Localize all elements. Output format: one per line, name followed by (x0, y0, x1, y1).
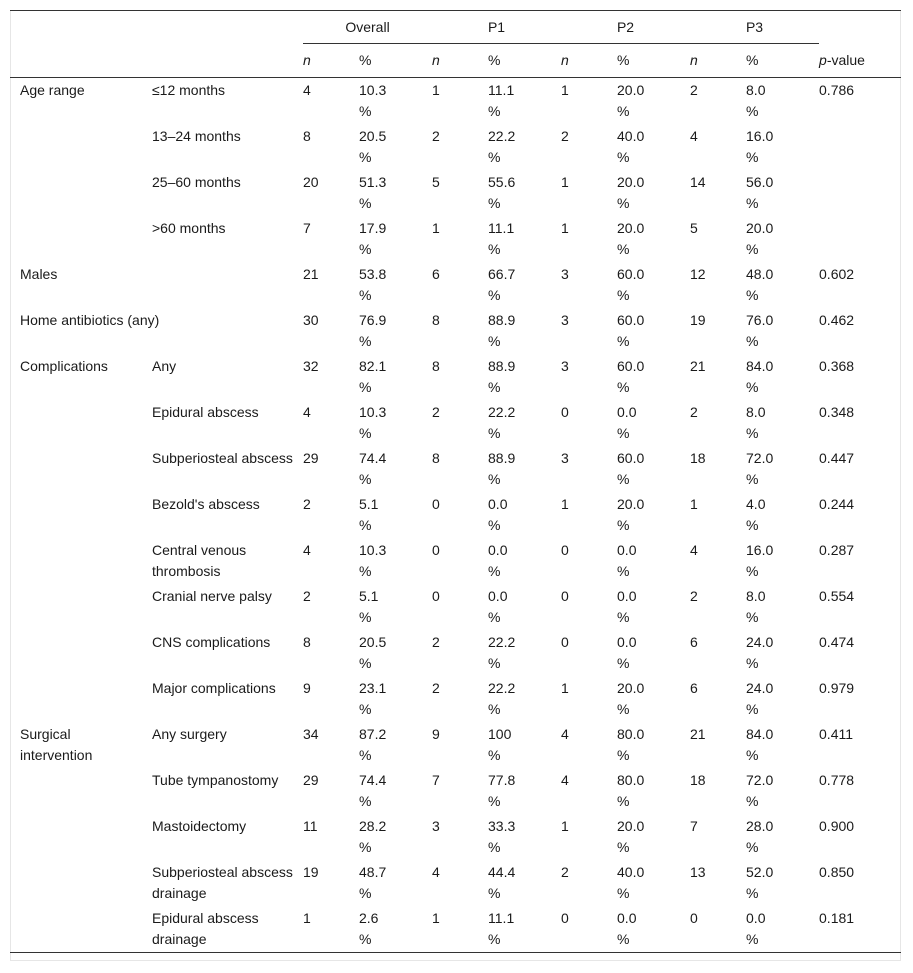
cell-count: 13 (690, 864, 706, 880)
header-n: n (303, 52, 311, 68)
cell-percent: 82.1 % (359, 358, 387, 395)
row-category (10, 400, 152, 446)
cell-count: 20 (303, 174, 319, 190)
cell-p-value: 0.602 (819, 266, 855, 282)
cell-percent: 28.2 % (359, 818, 387, 855)
table-row (10, 78, 901, 125)
header-blank (819, 11, 901, 44)
row-subcategory: >60 months (152, 220, 226, 236)
cell-percent: 24.0 % (746, 680, 774, 717)
cell-percent: 20.0 % (617, 78, 690, 125)
cell-p-value: 0.411 (819, 726, 854, 742)
row-subcategory: Central venous thrombosis (152, 542, 247, 579)
row-category: Complications (20, 358, 108, 374)
row-category (10, 676, 152, 722)
cell-p-value: 0.348 (819, 404, 855, 420)
cell-percent: 72.0 % (746, 772, 774, 809)
cell-count: 0 (690, 906, 746, 953)
cell-percent: 80.0 % (617, 726, 645, 763)
cell-count: 18 (690, 450, 706, 466)
cell-count: 2 (690, 588, 698, 604)
cell-count: 21 (690, 358, 706, 374)
cell-p-value (819, 124, 901, 170)
table-row (10, 400, 901, 446)
table-row (10, 216, 901, 262)
cell-p-value: 0.287 (819, 542, 855, 558)
row-subcategory: Any (152, 358, 177, 374)
cell-percent: 48.7 % (359, 864, 387, 901)
row-subcategory: 25–60 months (152, 174, 241, 190)
cell-percent: 24.0 % (746, 634, 774, 671)
cell-percent: 88.9 % (488, 450, 516, 487)
cell-count: 2 (690, 78, 746, 125)
row-subcategory: Any surgery (152, 726, 227, 742)
table-row (10, 584, 901, 630)
cell-p-value: 0.244 (819, 496, 855, 512)
cell-count: 8 (432, 312, 440, 328)
cell-count: 4 (690, 128, 698, 144)
cell-percent: 28.0 % (746, 818, 774, 855)
cell-percent: 88.9 % (488, 358, 516, 395)
table-body (10, 78, 901, 953)
cell-count: 3 (561, 266, 569, 282)
cell-count: 6 (690, 634, 698, 650)
cell-percent: 77.8 % (488, 772, 516, 809)
cell-percent: 33.3 % (488, 818, 516, 855)
cell-count: 1 (303, 906, 359, 953)
cell-percent: 100 % (488, 726, 512, 763)
cell-percent: 51.3 % (359, 174, 387, 211)
cell-p-value: 0.786 (819, 78, 901, 125)
cell-count: 4 (303, 78, 359, 125)
row-category (10, 768, 152, 814)
table-row (10, 814, 901, 860)
row-category: Age range (10, 78, 152, 125)
results-table (10, 10, 901, 953)
header-pct: % (746, 52, 759, 68)
cell-percent: 20.5 % (359, 634, 387, 671)
cell-count: 14 (690, 174, 706, 190)
row-category: Surgical intervention (20, 726, 93, 763)
row-subcategory: Cranial nerve palsy (152, 588, 272, 604)
cell-count: 4 (690, 542, 698, 558)
cell-percent: 76.9 % (359, 312, 387, 349)
cell-percent: 16.0 % (746, 128, 774, 165)
cell-percent: 2.6 % (359, 906, 432, 953)
row-subcategory: Subperiosteal abscess drainage (152, 864, 293, 901)
header-n: n (432, 52, 440, 68)
row-subcategory: Bezold's abscess (152, 496, 260, 512)
cell-percent: 84.0 % (746, 358, 774, 395)
cell-count: 2 (432, 404, 440, 420)
cell-count: 30 (303, 312, 319, 328)
cell-percent: 87.2 % (359, 726, 387, 763)
row-category (10, 814, 152, 860)
cell-count: 0 (561, 404, 569, 420)
cell-count: 2 (303, 496, 311, 512)
cell-percent: 88.9 % (488, 312, 516, 349)
header-p-rest: -value (826, 51, 865, 68)
cell-p-value: 0.979 (819, 680, 855, 696)
cell-percent: 22.2 % (488, 404, 516, 441)
cell-percent: 44.4 % (488, 864, 516, 901)
cell-p-value: 0.900 (819, 818, 855, 834)
cell-count: 19 (690, 312, 706, 328)
header-pct: % (488, 52, 501, 68)
header-group-overall: Overall (303, 11, 432, 44)
header-pct: % (359, 52, 372, 68)
table-row (10, 124, 901, 170)
cell-percent: 20.5 % (359, 128, 387, 165)
row-category (10, 492, 152, 538)
cell-p-value: 0.850 (819, 864, 855, 880)
cell-count: 4 (303, 542, 311, 558)
cell-count: 0 (432, 496, 440, 512)
row-subcategory: Epidural abscess (152, 404, 259, 420)
cell-percent: 5.1 % (359, 496, 379, 533)
table-row (10, 860, 901, 906)
cell-count: 2 (561, 128, 569, 144)
cell-count: 4 (561, 772, 569, 788)
row-category (10, 446, 152, 492)
row-subcategory: Major complications (152, 680, 276, 696)
cell-percent: 22.2 % (488, 128, 516, 165)
cell-count: 21 (690, 726, 706, 742)
cell-count: 18 (690, 772, 706, 788)
cell-count: 2 (690, 404, 698, 420)
row-subcategory: Epidural abscess drainage (152, 906, 303, 953)
cell-count: 34 (303, 726, 319, 742)
cell-percent: 0.0 % (617, 542, 637, 579)
cell-count: 29 (303, 772, 319, 788)
cell-percent: 0.0 % (617, 588, 637, 625)
table-row (10, 262, 901, 308)
cell-p-value: 0.778 (819, 772, 855, 788)
table-row (10, 768, 901, 814)
cell-p-value (819, 216, 901, 262)
row-category: Home antibiotics (any) (20, 312, 160, 328)
cell-p-value: 0.447 (819, 450, 855, 466)
cell-percent: 20.0 % (617, 818, 645, 855)
cell-count: 8 (303, 128, 311, 144)
cell-percent: 20.0 % (617, 220, 645, 257)
cell-percent: 20.0 % (746, 220, 774, 257)
cell-percent: 0.0 % (617, 906, 690, 953)
cell-count: 0 (432, 542, 440, 558)
cell-count: 9 (432, 726, 440, 742)
header-group-p1: P1 (432, 11, 561, 44)
row-category (10, 538, 152, 584)
cell-percent: 55.6 % (488, 174, 516, 211)
cell-count: 0 (561, 906, 617, 953)
cell-percent: 48.0 % (746, 266, 774, 303)
cell-count: 1 (432, 906, 488, 953)
table-row (10, 308, 901, 354)
row-subcategory: ≤12 months (152, 78, 303, 125)
cell-count: 32 (303, 358, 319, 374)
cell-p-value: 0.462 (819, 312, 855, 328)
cell-count: 8 (432, 358, 440, 374)
cell-percent: 60.0 % (617, 450, 645, 487)
header-blank (152, 11, 303, 44)
row-category (10, 860, 152, 906)
cell-count: 0 (561, 542, 569, 558)
cell-count: 1 (561, 174, 569, 190)
cell-percent: 22.2 % (488, 680, 516, 717)
row-category (10, 170, 152, 216)
cell-count: 3 (561, 358, 569, 374)
cell-percent: 23.1 % (359, 680, 387, 717)
cell-count: 3 (432, 818, 440, 834)
header-p-italic: p (819, 51, 827, 68)
cell-count: 21 (303, 266, 319, 282)
row-subcategory: CNS complications (152, 634, 271, 650)
row-subcategory: 13–24 months (152, 128, 241, 144)
cell-count: 1 (561, 818, 569, 834)
cell-count: 29 (303, 450, 319, 466)
cell-count: 11 (303, 818, 318, 834)
table-row (10, 170, 901, 216)
cell-count: 3 (561, 450, 569, 466)
cell-percent: 20.0 % (617, 174, 645, 211)
cell-count: 3 (561, 312, 569, 328)
cell-percent: 5.1 % (359, 588, 379, 625)
cell-percent: 72.0 % (746, 450, 774, 487)
cell-percent: 74.4 % (359, 772, 387, 809)
cell-count: 5 (690, 220, 698, 236)
cell-percent: 16.0 % (746, 542, 774, 579)
cell-count: 1 (432, 78, 488, 125)
cell-percent: 11.1 % (488, 220, 515, 257)
cell-count: 2 (432, 680, 440, 696)
cell-percent: 40.0 % (617, 864, 645, 901)
cell-percent: 11.1 % (488, 78, 561, 125)
cell-count: 0 (432, 588, 440, 604)
cell-percent: 52.0 % (746, 864, 774, 901)
cell-percent: 22.2 % (488, 634, 516, 671)
cell-count: 0 (561, 634, 569, 650)
cell-percent: 17.9 % (359, 220, 387, 257)
cell-percent: 20.0 % (617, 496, 645, 533)
cell-count: 8 (303, 634, 311, 650)
cell-percent: 53.8 % (359, 266, 387, 303)
table-row (10, 354, 901, 400)
row-category: Males (20, 266, 58, 282)
cell-percent: 4.0 % (746, 496, 766, 533)
cell-count: 7 (432, 772, 440, 788)
cell-percent: 56.0 % (746, 174, 774, 211)
cell-percent: 8.0 % (746, 404, 766, 441)
cell-count: 4 (303, 404, 311, 420)
cell-p-value: 0.368 (819, 358, 855, 374)
cell-count: 7 (303, 220, 311, 236)
header-blank (10, 11, 152, 44)
cell-count: 9 (303, 680, 311, 696)
cell-count: 12 (690, 266, 706, 282)
cell-count: 1 (561, 496, 569, 512)
cell-percent: 80.0 % (617, 772, 645, 809)
cell-percent: 0.0 % (746, 906, 819, 953)
row-category (10, 216, 152, 262)
cell-count: 7 (690, 818, 698, 834)
cell-count: 4 (432, 864, 440, 880)
row-category (10, 906, 152, 953)
cell-percent: 0.0 % (488, 496, 508, 533)
cell-count: 2 (432, 634, 440, 650)
cell-percent: 74.4 % (359, 450, 387, 487)
cell-p-value: 0.554 (819, 588, 855, 604)
cell-percent: 10.3 % (359, 542, 387, 579)
row-category (10, 124, 152, 170)
cell-percent: 0.0 % (617, 634, 637, 671)
cell-count: 1 (432, 220, 440, 236)
cell-p-value: 0.474 (819, 634, 855, 650)
table-row (10, 906, 901, 953)
cell-count: 2 (303, 588, 311, 604)
cell-percent: 11.1 % (488, 906, 561, 953)
table-row (10, 722, 901, 768)
cell-count: 0 (561, 588, 569, 604)
cell-p-value (819, 170, 901, 216)
header-n: n (561, 52, 569, 68)
cell-percent: 10.3 % (359, 78, 432, 125)
cell-count: 8 (432, 450, 440, 466)
cell-count: 2 (432, 128, 440, 144)
table-row (10, 492, 901, 538)
cell-percent: 60.0 % (617, 312, 645, 349)
row-category (10, 630, 152, 676)
header-n: n (690, 52, 698, 68)
cell-percent: 60.0 % (617, 358, 645, 395)
cell-count: 19 (303, 864, 319, 880)
cell-percent: 66.7 % (488, 266, 516, 303)
header-blank (10, 44, 152, 78)
cell-percent: 76.0 % (746, 312, 774, 349)
header-p-value (819, 44, 901, 78)
row-subcategory (152, 262, 303, 308)
cell-count: 1 (561, 78, 617, 125)
cell-percent: 0.0 % (617, 404, 637, 441)
cell-percent: 8.0 % (746, 588, 766, 625)
row-category (10, 584, 152, 630)
cell-percent: 60.0 % (617, 266, 645, 303)
table-row (10, 446, 901, 492)
cell-percent: 0.0 % (488, 588, 508, 625)
cell-count: 2 (561, 864, 569, 880)
table-row (10, 630, 901, 676)
table-row (10, 676, 901, 722)
table-row (10, 538, 901, 584)
cell-percent: 84.0 % (746, 726, 774, 763)
cell-percent: 8.0 % (746, 78, 819, 125)
row-subcategory: Subperiosteal abscess (152, 450, 293, 466)
cell-percent: 10.3 % (359, 404, 387, 441)
header-pct: % (617, 52, 630, 68)
header-blank (152, 44, 303, 78)
cell-count: 1 (690, 496, 698, 512)
header-group-p2: P2 (561, 11, 690, 44)
row-subcategory: Tube tympanostomy (152, 772, 279, 788)
cell-count: 5 (432, 174, 440, 190)
cell-p-value: 0.181 (819, 906, 901, 953)
cell-percent: 20.0 % (617, 680, 645, 717)
cell-percent: 40.0 % (617, 128, 645, 165)
cell-count: 1 (561, 680, 569, 696)
cell-count: 6 (432, 266, 440, 282)
header-group-p3: P3 (690, 11, 819, 44)
cell-count: 1 (561, 220, 569, 236)
cell-count: 4 (561, 726, 569, 742)
cell-count: 6 (690, 680, 698, 696)
header-sub-row (10, 44, 901, 78)
row-subcategory: Mastoidectomy (152, 818, 247, 834)
header-group-row (10, 11, 901, 44)
cell-percent: 0.0 % (488, 542, 508, 579)
